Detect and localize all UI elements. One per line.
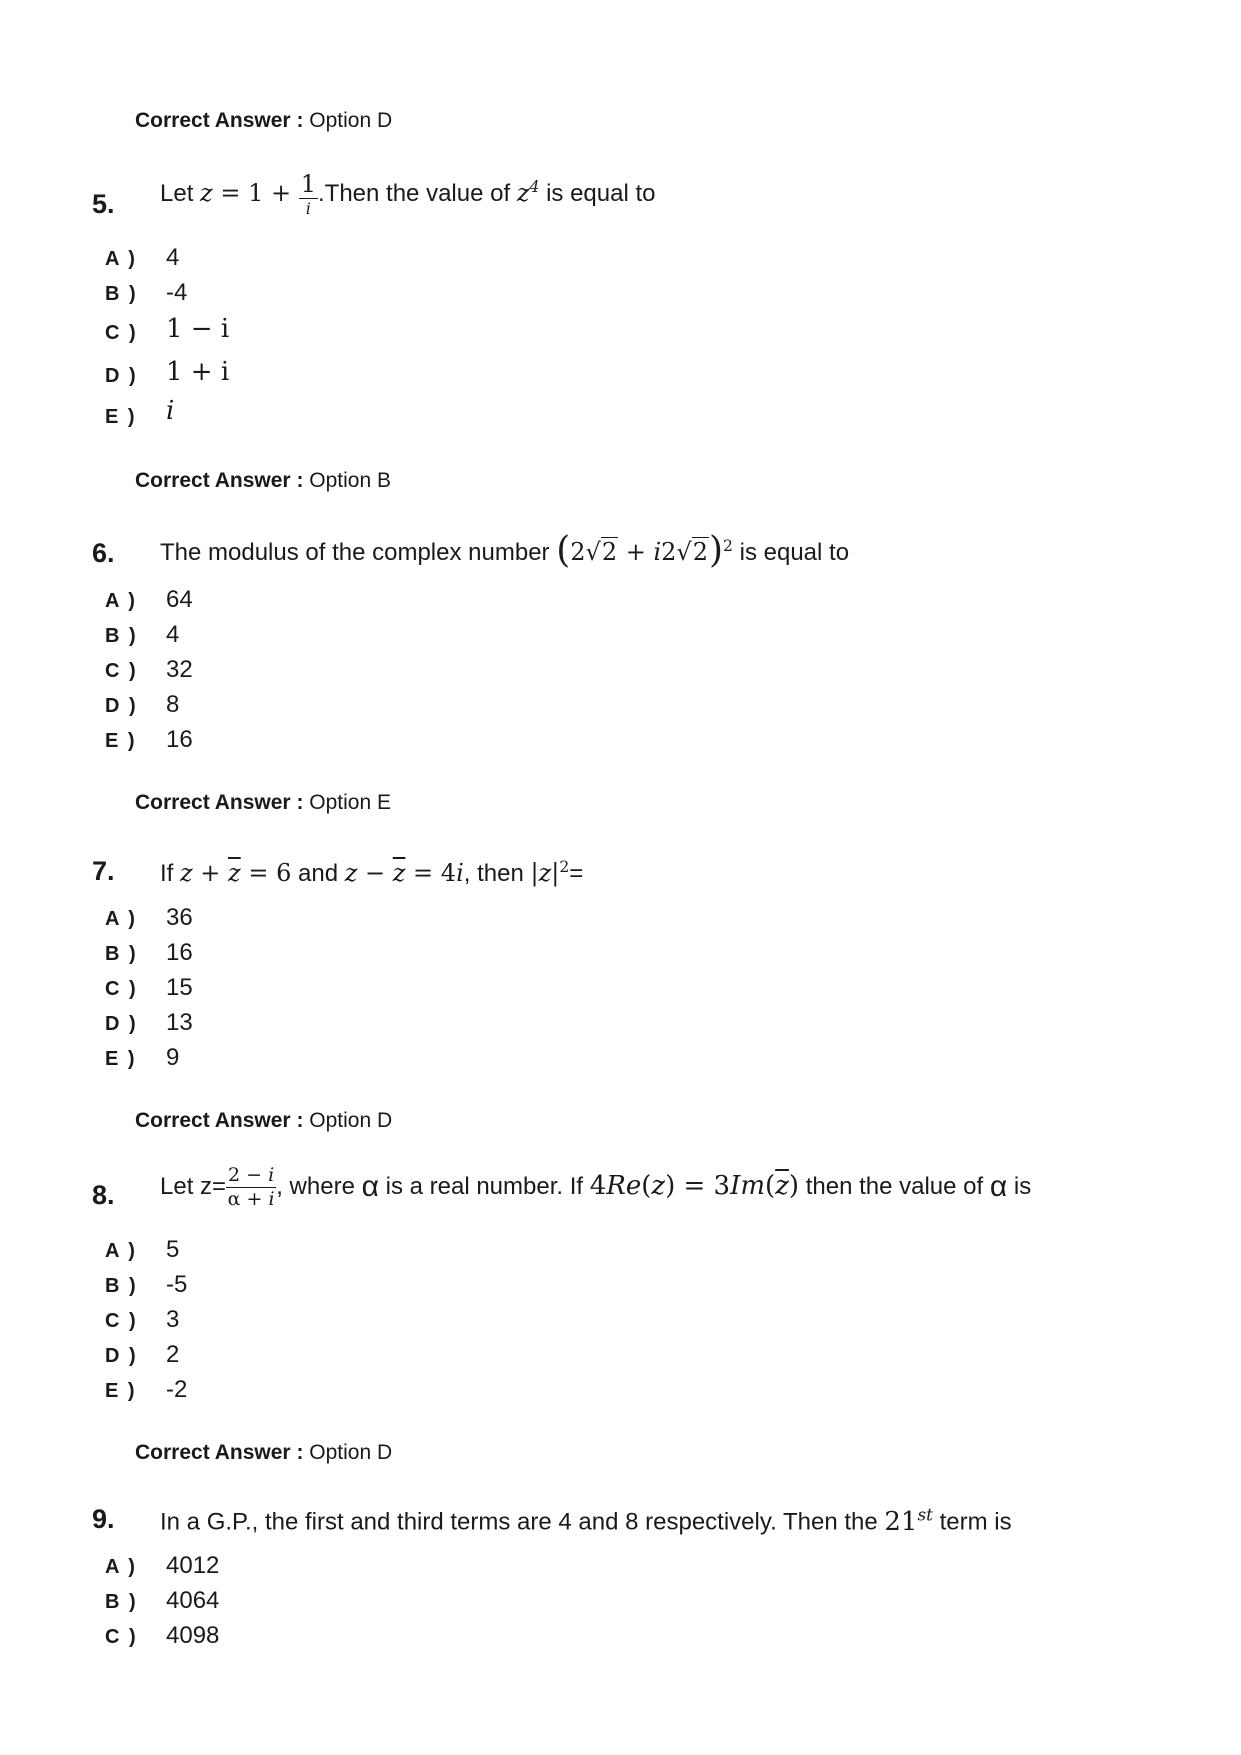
option-value: 3 (166, 1306, 180, 1333)
option-label: C ) (105, 1626, 138, 1648)
option-label: C ) (105, 978, 138, 1000)
option-value: 4012 (166, 1552, 220, 1579)
option-value: 4 (166, 244, 180, 271)
answer-value: Option D (309, 1441, 393, 1464)
fraction-1-over-i: $\frac{1}{i}$ (300, 170, 316, 218)
answer-label: Correct Answer : (135, 791, 304, 814)
option-label: A ) (105, 1240, 137, 1262)
correct-answer-q8 (135, 1441, 392, 1465)
option-label: A ) (105, 1556, 137, 1578)
complex-expression: $(2√2 + i2√2)^2$ (556, 530, 733, 571)
option-value: 1 + i (166, 357, 230, 387)
option-label: A ) (105, 248, 137, 270)
question-number: 5. (92, 189, 115, 219)
question-text-7: If $z + \overline{z} = 6$ and $z - \overline{z} = 4i$, then $|z|^2=$ (160, 858, 584, 887)
question-number: 8. (92, 1180, 115, 1210)
question-number: 7. (92, 856, 115, 886)
option-value: 8 (166, 691, 180, 718)
option-label: C ) (105, 660, 138, 682)
correct-answer-q7 (135, 1109, 392, 1133)
option-value: 4 (166, 621, 180, 648)
option-value: 32 (166, 656, 193, 683)
answer-value: Option D (309, 109, 393, 132)
option-label: B ) (105, 625, 138, 647)
option-label: C ) (105, 1310, 138, 1332)
fraction-z: $\frac{2 - i}{\alpha + i}$ (227, 1164, 275, 1210)
option-label: D ) (105, 1345, 138, 1367)
option-label: E ) (105, 406, 137, 428)
option-value: 5 (166, 1236, 180, 1263)
option-label: E ) (105, 1380, 137, 1402)
option-label: D ) (105, 1013, 138, 1035)
question-number: 6. (92, 538, 115, 568)
option-value: 4064 (166, 1587, 220, 1614)
option-value: i (166, 396, 175, 426)
option-label: D ) (105, 695, 138, 717)
option-label: A ) (105, 908, 137, 930)
option-value: 4098 (166, 1622, 220, 1649)
correct-answer-q4 (135, 109, 392, 133)
answer-value: Option B (309, 469, 391, 492)
option-label: D ) (105, 365, 138, 387)
option-value: 1 − i (166, 314, 230, 344)
question-text-9: In a G.P., the first and third terms are 4 and 8 respectively. Then the 21st term is (160, 1504, 1012, 1537)
option-label: E ) (105, 1048, 137, 1070)
option-value: 15 (166, 974, 193, 1001)
option-label: B ) (105, 283, 138, 305)
correct-answer-q5 (135, 469, 391, 493)
option-value: 64 (166, 586, 193, 613)
question-number: 9. (92, 1504, 115, 1534)
correct-answer-q6 (135, 791, 391, 815)
option-label: E ) (105, 730, 137, 752)
option-label: B ) (105, 943, 138, 965)
answer-value: Option E (309, 791, 391, 814)
option-value: 9 (166, 1044, 180, 1071)
question-text-5: Let z = 1 + $\frac{1}{i}$ .Then the value of $z^4$ is equal to (160, 170, 656, 218)
option-value: -4 (166, 279, 188, 306)
option-value: -2 (166, 1376, 188, 1403)
answer-label: Correct Answer : (135, 1441, 304, 1464)
option-label: B ) (105, 1275, 138, 1297)
option-value: 13 (166, 1009, 193, 1036)
answer-label: Correct Answer : (135, 1109, 304, 1132)
option-label: A ) (105, 590, 137, 612)
answer-label: Correct Answer : (135, 469, 304, 492)
option-value: 2 (166, 1341, 180, 1368)
option-value: 16 (166, 726, 193, 753)
option-value: 16 (166, 939, 193, 966)
option-label: C ) (105, 322, 138, 344)
answer-value: Option D (309, 1109, 393, 1132)
question-text-8: Let z= $\frac{2 - i}{\alpha + i}$ , where α is a real number. If $4Re(z) = 3Im(\overline{z})$ then the value of α is (160, 1164, 1032, 1210)
option-value: 36 (166, 904, 193, 931)
question-text-6: The modulus of the complex number $(2√2 + i2√2)^2$ is equal to (160, 530, 850, 571)
option-value: -5 (166, 1271, 188, 1298)
answer-label: Correct Answer : (135, 109, 304, 132)
option-label: B ) (105, 1591, 138, 1613)
